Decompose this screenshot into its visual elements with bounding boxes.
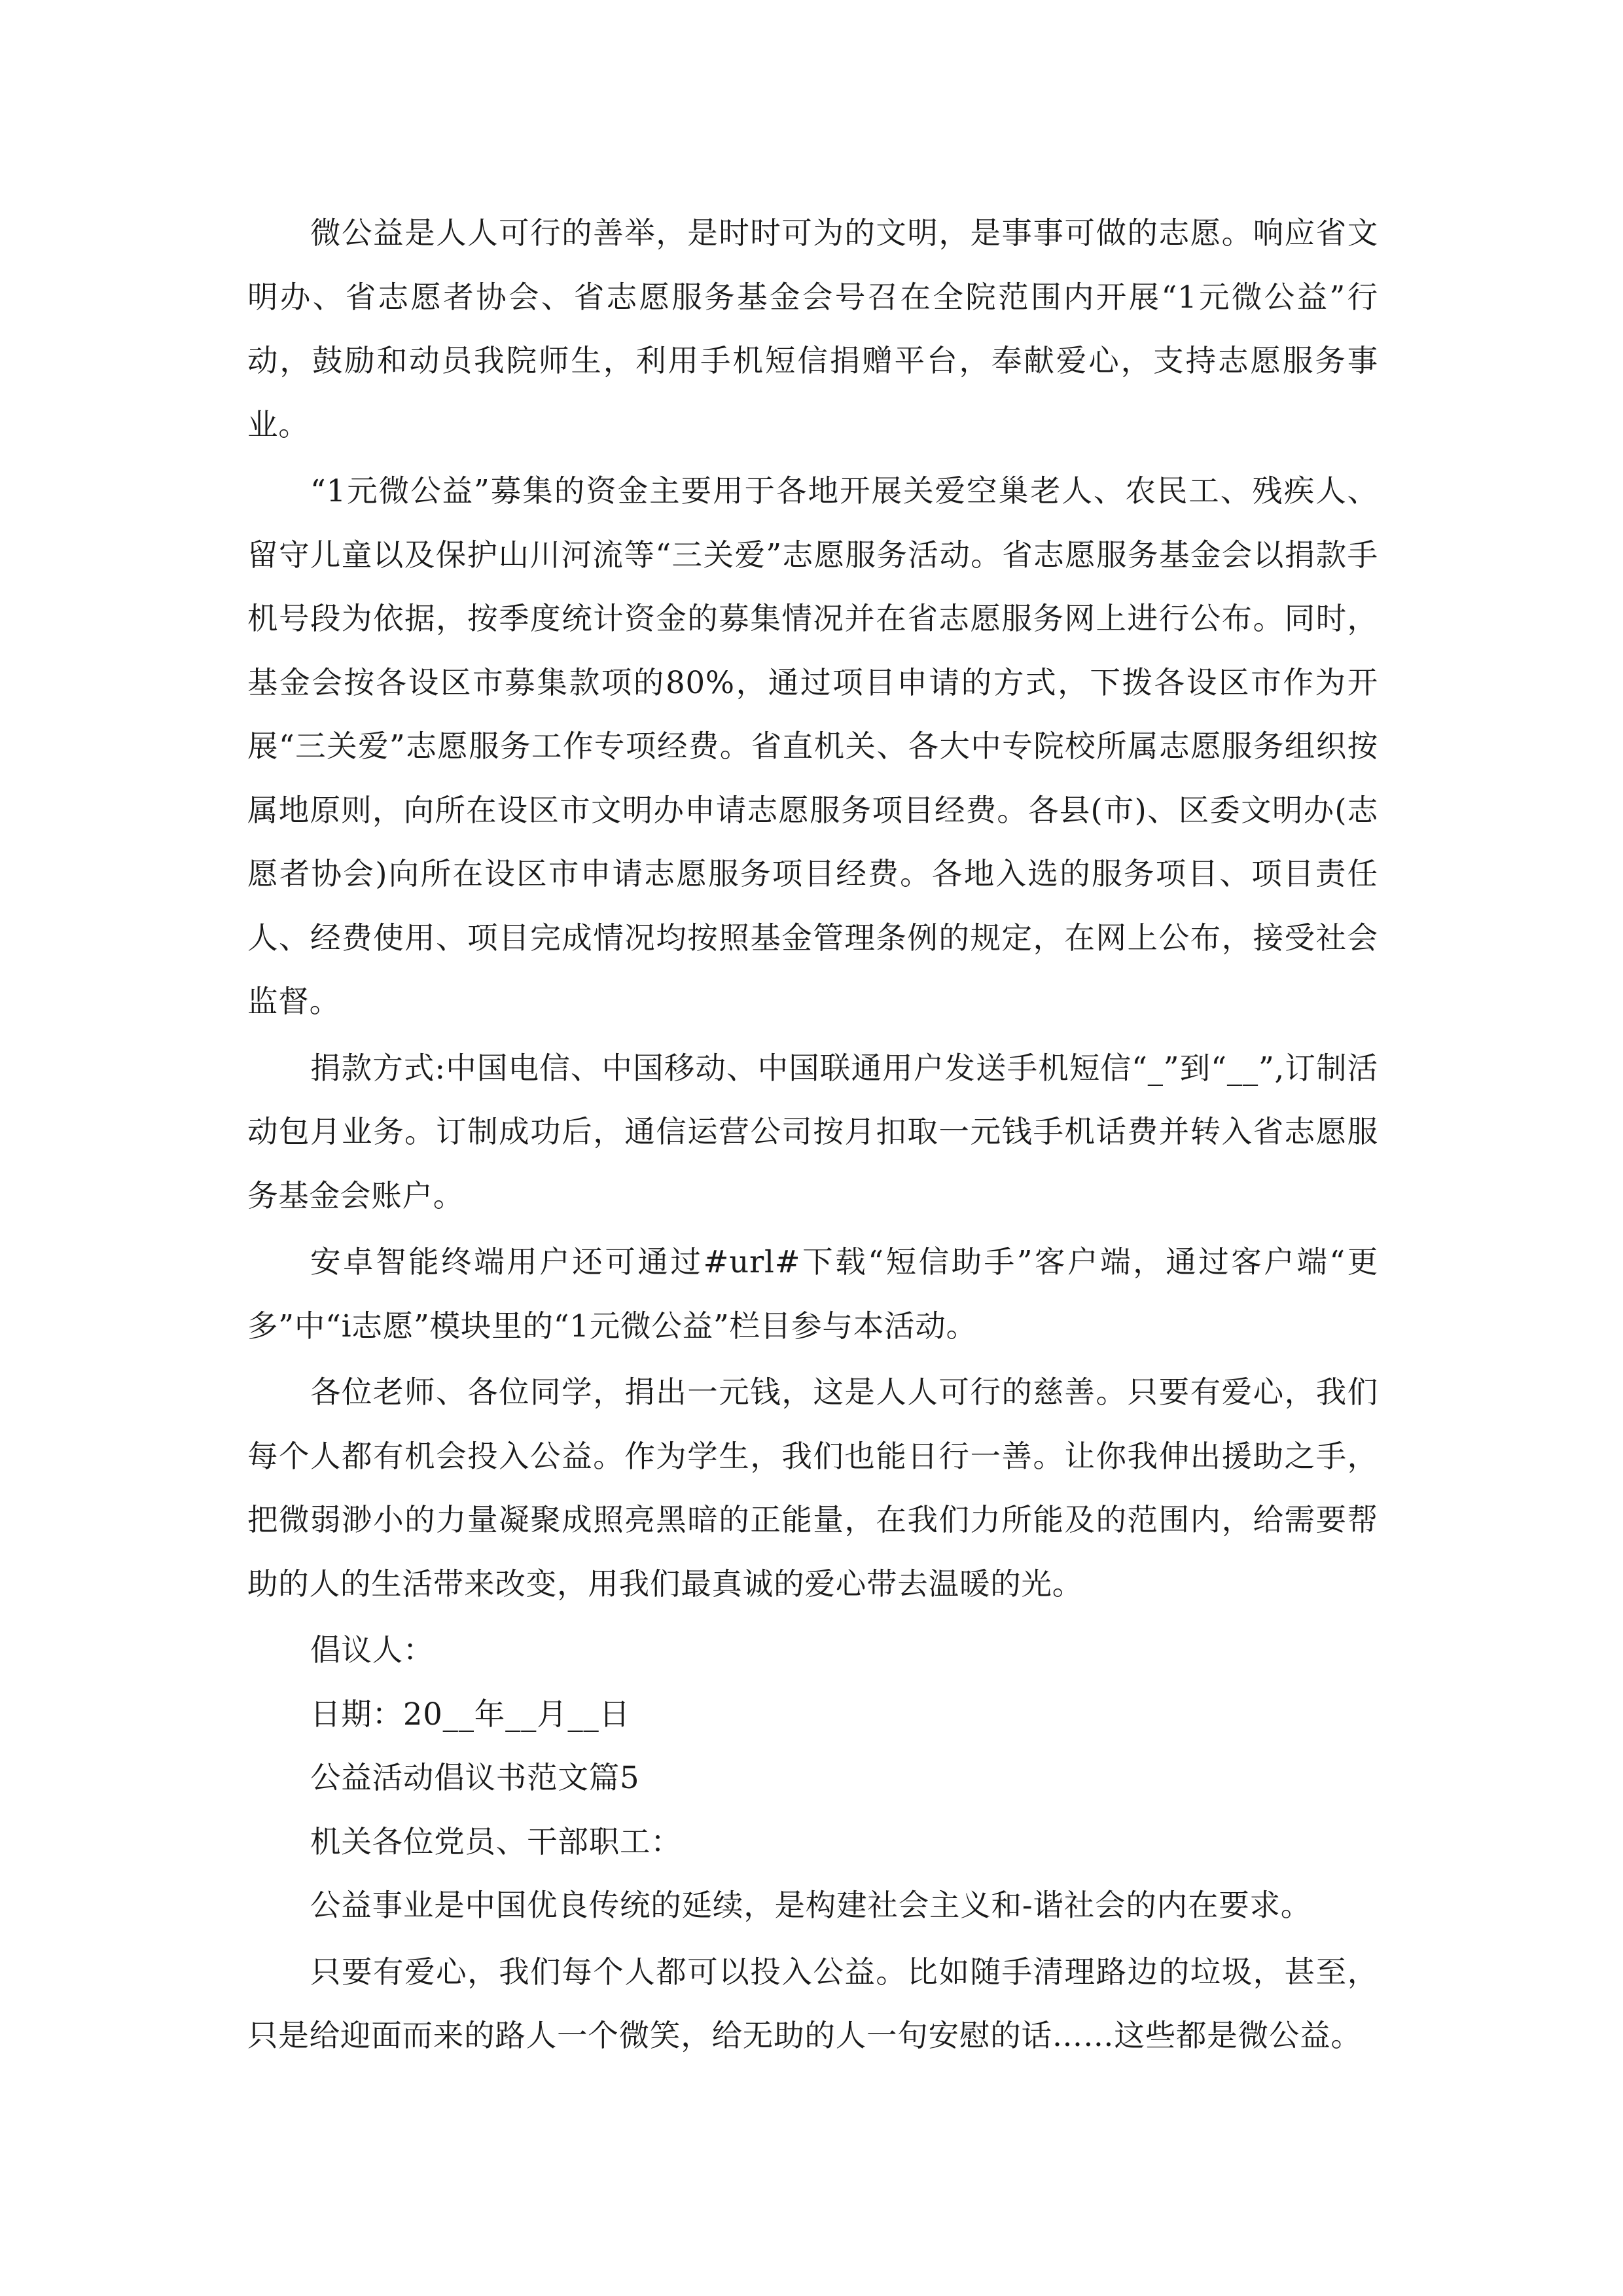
proposer-label: 倡议人：: [310, 1632, 435, 1668]
paragraph-micro-welfare: 只要有爱心，我们每个人都可以投入公益。比如随手清理路边的垃圾，甚至，只是给迎面而来的路人一个微笑，给无助的人一句安慰的话……这些都是微公益。: [247, 1954, 1378, 2053]
document-body: [247, 202, 1378, 2071]
date-line: 日期：20__年__月__日: [310, 1696, 630, 1732]
paragraph-appeal: 各位老师、各位同学，捐出一元钱，这是人人可行的慈善。只要有爱心，我们每个人都有机会投入公益。作为学生，我们也能日行一善。让你我伸出援助之手，把微弱渺小的力量凝聚成照亮黑暗的正能量，在我们力所能及的范围内，给需要帮助的人的生活带来改变，用我们最真诚的爱心带去温暖的光。: [247, 1374, 1378, 1602]
paragraph-donation-method: 捐款方式:中国电信、中国移动、中国联通用户发送手机短信“_”到“__”,订制活动包月业务。订制成功后，通信运营公司按月扣取一元钱手机话费并转入省志愿服务基金会账户。: [247, 1050, 1378, 1213]
paragraph-fund-usage: “1元微公益”募集的资金主要用于各地开展关爱空巢老人、农民工、残疾人、留守儿童以及保护山川河流等“三关爱”志愿服务活动。省志愿服务基金会以捐款手机号段为依据，按季度统计资金的募集情况并在省志愿服务网上进行公布。同时，基金会按各设区市募集款项的80%，通过项目申请的方式，下拨各设区市作为开展“三关爱”志愿服务工作专项经费。省直机关、各大中专院校所属志愿服务组织按属地原则，向所在设区市文明办申请志愿服务项目经费。各县(市)、区委文明办(志愿者协会)向所在设区市申请志愿服务项目经费。各地入选的服务项目、项目责任人、经费使用、项目完成情况均按照基金管理条例的规定，在网上公布，接受社会监督。: [247, 473, 1378, 1019]
paragraph-public-welfare: 公益事业是中国优良传统的延续，是构建社会主义和-谐社会的内在要求。: [310, 1888, 1312, 1923]
paragraph-intro: 微公益是人人可行的善举，是时时可为的文明，是事事可做的志愿。响应省文明办、省志愿者协会、省志愿服务基金会号召在全院范围内开展“1元微公益”行动，鼓励和动员我院师生，利用手机短信捐赠平台，奉献爱心，支持志愿服务事业。: [247, 215, 1378, 442]
salutation: 机关各位党员、干部职工：: [310, 1823, 682, 1859]
section-title: 公益活动倡议书范文篇5: [310, 1760, 640, 1795]
paragraph-android-client: 安卓智能终端用户还可通过#url#下载“短信助手”客户端，通过客户端“更多”中“i志愿”模块里的“1元微公益”栏目参与本活动。: [247, 1244, 1378, 1344]
